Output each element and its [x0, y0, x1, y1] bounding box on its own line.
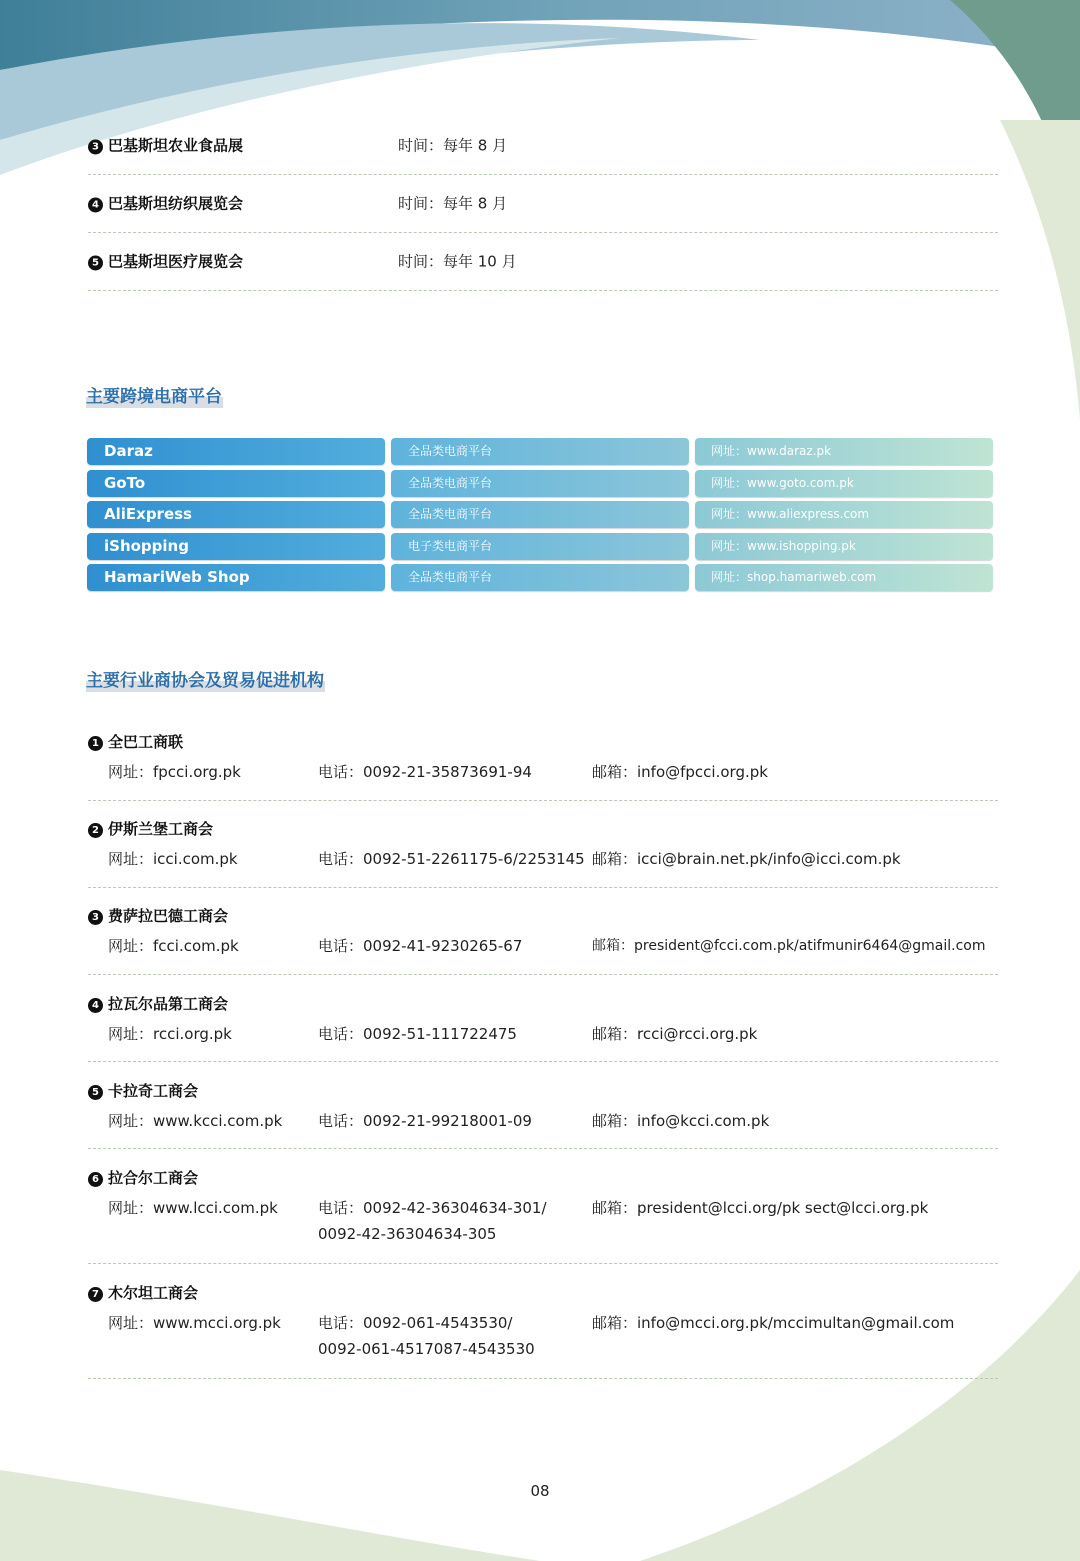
platform-type: 全品类电商平台 [391, 501, 689, 528]
org-website[interactable]: 网址：fcci.com.pk [108, 937, 239, 955]
expo-row [88, 174, 998, 233]
org-phone: 电话：0092-51-2261175-6/2253145 [318, 850, 585, 868]
platform-url[interactable]: 网址：www.ishopping.pk [695, 533, 993, 560]
org-email[interactable]: 邮箱：president@fcci.com.pk/atifmunir6464@gmail.com [592, 938, 986, 954]
org-email[interactable]: 邮箱：icci@brain.net.pk/info@icci.com.pk [592, 850, 901, 868]
platform-type: 电子类电商平台 [391, 533, 689, 560]
number-badge: 7 [88, 1287, 103, 1302]
platform-type: 全品类电商平台 [391, 470, 689, 497]
number-badge: 1 [88, 736, 103, 751]
platform-type: 全品类电商平台 [391, 438, 689, 465]
expo-time: 时间：每年 8 月 [398, 136, 508, 155]
platform-row [87, 533, 994, 560]
org-name-text: 伊斯兰堡工商会 [108, 820, 214, 838]
number-badge: 4 [88, 198, 103, 213]
org-entry [88, 818, 998, 888]
org-name [88, 905, 228, 926]
platform-url[interactable]: 网址：www.daraz.pk [695, 438, 993, 465]
platform-url[interactable]: 网址：www.goto.com.pk [695, 470, 993, 497]
org-entry [88, 993, 998, 1062]
org-entry [88, 731, 998, 801]
org-phone: 电话：0092-21-35873691-94 [318, 763, 532, 781]
number-badge: 4 [88, 998, 103, 1013]
org-name [88, 993, 228, 1014]
platform-name: GoTo [87, 470, 385, 497]
org-phone-continued: 0092-061-4517087-4543530 [318, 1340, 535, 1358]
org-name [88, 1167, 198, 1188]
org-name [88, 1282, 198, 1303]
expo-name [88, 193, 243, 214]
org-email[interactable]: 邮箱：president@lcci.org/pk sect@lcci.org.pk [592, 1199, 929, 1217]
org-name-text: 全巴工商联 [108, 733, 184, 751]
platform-name: AliExpress [87, 501, 385, 528]
org-name [88, 1080, 198, 1101]
org-entry [88, 1080, 998, 1149]
platform-row [87, 438, 994, 465]
org-email[interactable]: 邮箱：info@mcci.org.pk/mccimultan@gmail.com [592, 1314, 955, 1332]
expo-row [88, 232, 998, 291]
org-website[interactable]: 网址：icci.com.pk [108, 850, 238, 868]
platform-url[interactable]: 网址：shop.hamariweb.com [695, 564, 993, 591]
org-name-text: 费萨拉巴德工商会 [108, 907, 229, 925]
platform-name: Daraz [87, 438, 385, 465]
number-badge: 5 [88, 1085, 103, 1100]
org-email[interactable]: 邮箱：rcci@rcci.org.pk [592, 1025, 758, 1043]
org-phone: 电话：0092-21-99218001-09 [318, 1112, 532, 1130]
org-name-text: 拉合尔工商会 [108, 1169, 199, 1187]
expo-name-text: 巴基斯坦农业食品展 [108, 136, 244, 155]
org-phone: 电话：0092-41-9230265-67 [318, 937, 523, 955]
expo-name [88, 135, 243, 156]
org-email[interactable]: 邮箱：info@fpcci.org.pk [592, 763, 768, 781]
section-title-organizations: 主要行业商协会及贸易促进机构 [86, 666, 325, 692]
expo-row [88, 116, 998, 175]
expo-time: 时间：每年 8 月 [398, 194, 508, 213]
org-name-text: 木尔坦工商会 [108, 1284, 199, 1302]
number-badge: 6 [88, 1172, 103, 1187]
org-name-text: 拉瓦尔品第工商会 [108, 995, 229, 1013]
org-website[interactable]: 网址：fpcci.org.pk [108, 763, 241, 781]
org-website[interactable]: 网址：www.kcci.com.pk [108, 1112, 283, 1130]
org-entry [88, 905, 998, 975]
platform-row [87, 501, 994, 528]
platform-url[interactable]: 网址：www.aliexpress.com [695, 501, 993, 528]
number-badge: 2 [88, 823, 103, 838]
number-badge: 3 [88, 140, 103, 155]
org-entry [88, 1167, 998, 1264]
platform-type: 全品类电商平台 [391, 564, 689, 591]
expo-name-text: 巴基斯坦纺织展览会 [108, 194, 244, 213]
platform-name: iShopping [87, 533, 385, 560]
platform-row [87, 564, 994, 591]
expo-name [88, 251, 243, 272]
org-name-text: 卡拉奇工商会 [108, 1082, 199, 1100]
org-phone: 电话：0092-51-111722475 [318, 1025, 517, 1043]
org-name [88, 818, 213, 839]
org-website[interactable]: 网址：www.mcci.org.pk [108, 1314, 281, 1332]
platform-row [87, 470, 994, 497]
section-title-platforms: 主要跨境电商平台 [86, 382, 223, 408]
org-entry [88, 1282, 998, 1379]
org-website[interactable]: 网址：rcci.org.pk [108, 1025, 232, 1043]
org-phone: 电话：0092-061-4543530/ [318, 1314, 513, 1332]
expo-time: 时间：每年 10 月 [398, 252, 517, 271]
platform-name: HamariWeb Shop [87, 564, 385, 591]
org-website[interactable]: 网址：www.lcci.com.pk [108, 1199, 278, 1217]
org-name [88, 731, 183, 752]
number-badge: 3 [88, 910, 103, 925]
expo-name-text: 巴基斯坦医疗展览会 [108, 252, 244, 271]
org-phone-continued: 0092-42-36304634-305 [318, 1225, 497, 1243]
org-phone: 电话：0092-42-36304634-301/ [318, 1199, 547, 1217]
page-number: 08 [530, 1482, 550, 1500]
org-email[interactable]: 邮箱：info@kcci.com.pk [592, 1112, 770, 1130]
number-badge: 5 [88, 256, 103, 271]
